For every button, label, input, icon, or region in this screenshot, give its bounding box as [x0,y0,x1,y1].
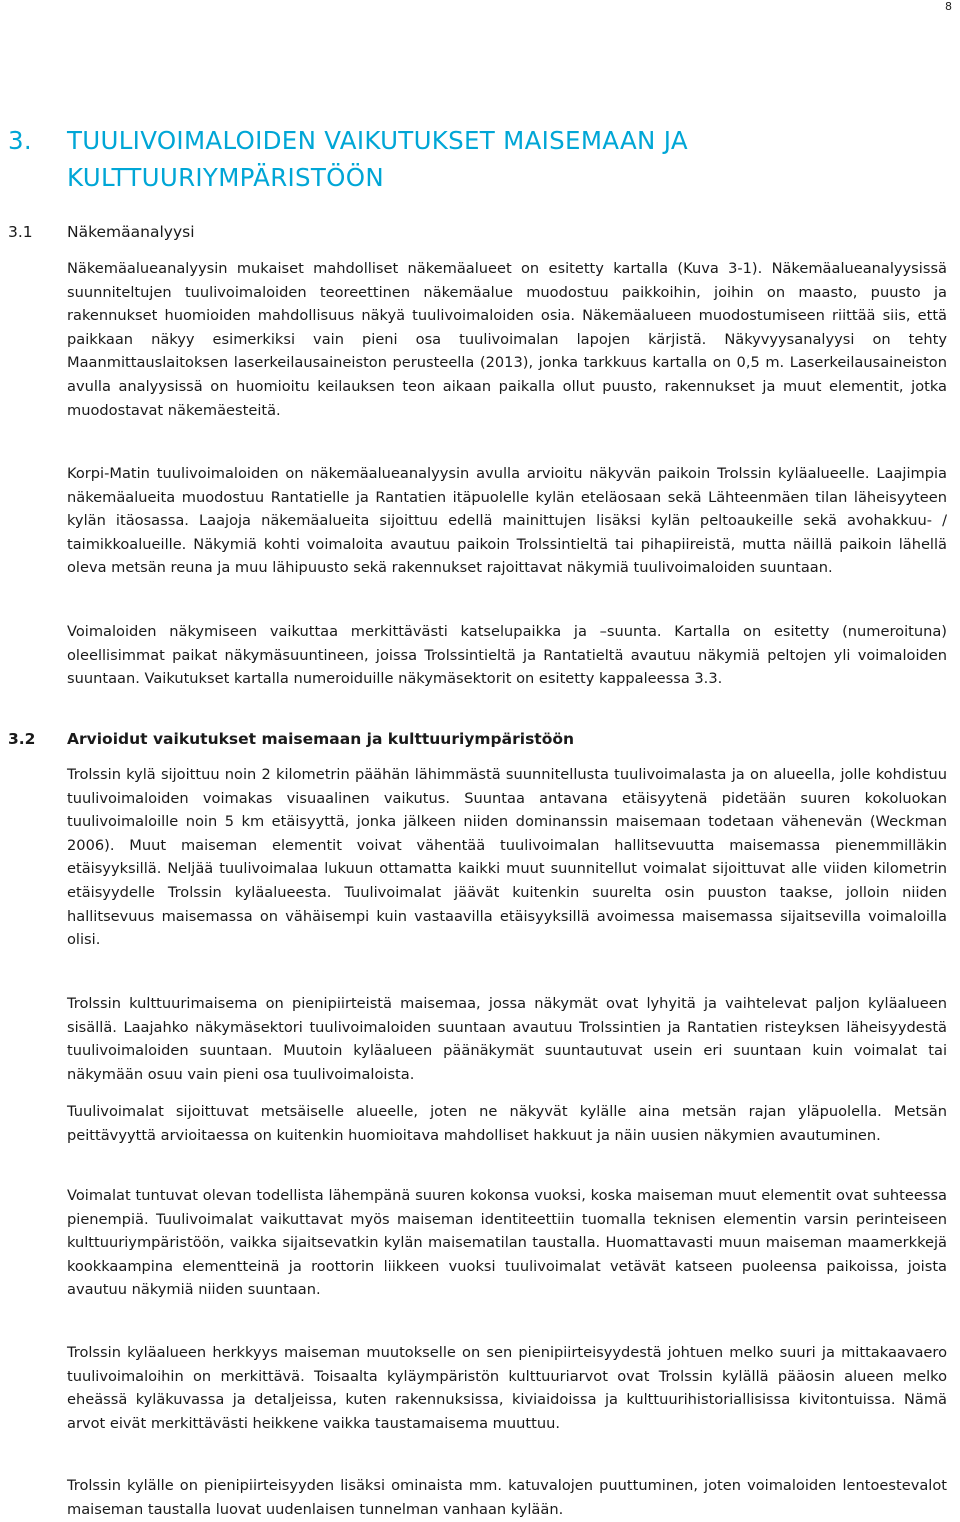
section-title: Näkemäanalyysi [67,223,195,241]
paragraph-text: Näkemäalueanalyysin mukaiset mahdolliset näkemäalueet on esitetty kartalla (Kuva 3-1). Näkemäalueanalyysissä suunniteltujen tuulivoimaloiden teoreettinen näkemäalue muodostuu paikkoihin, joihin on maasto, puusto ja rakennukset huomioiden mahdollisuus näkyä tuulivoimaloiden osia. Näkemäalueen muodostumiseen riittää siis, että paikkaan näkyy esimerkiksi vain pieni osa tuulivoimalan lapojen kärjistä. Näkyvyysanalyysi on tehty Maanmittauslaitoksen laserkeilausaineiston perusteella (2013), jonka tarkkuus kartalla on 0,5 m. Laserkeilausaineiston avulla analyysissä on huomioitu keilauksen teon aikaan paikalla ollut puusto, rakennukset ja muut elementit, jotka muodostavat näkemäesteitä. [67,260,947,419]
paragraph [67,1474,947,1521]
paragraph [67,992,947,1086]
paragraph-text: Tuulivoimalat sijoittuvat metsäiselle alueelle, joten ne näkyvät kylälle aina metsän rajan yläpuolella. Metsän peittävyyttä arvioitaessa on kuitenkin huomioitava mahdolliset hakkuut ja näin uusien näkymien avautuminen. [67,1103,947,1144]
paragraph-text: Voimaloiden näkymiseen vaikuttaa merkittävästi katselupaikka ja –suunta. Kartalla on esitetty (numeroituna) oleellisimmat paikat näkymäsuuntineen, joissa Trolssintieltä ja Rantatieltä avautuu näkymiä peltojen yli voimaloiden suuntaan. Vaikutukset kartalla numeroiduille näkymäsektorit on esitetty kappaleessa 3.3. [67,623,947,688]
paragraph [67,763,947,952]
paragraph-text: Trolssin kylä sijoittuu noin 2 kilometrin päähän lähimmästä suunnitellusta tuulivoimalasta ja on alueella, jolle kohdistuu tuulivoimaloiden voimakas visuaalinen vaikutus. Suuntaa antavana etäisyytenä pidetään suuren kokoluokan tuulivoimaloille noin 5 km etäisyyttä, jonka jälkeen niiden dominanssin maisemaan todetaan vähenevän (Weckman 2006). Muut maiseman elementit voivat vähentää tuulivoimalan hallitsevuutta maisemassa pienemmilläkin etäisyyksillä. Neljää tuulivoimalaa lukuun ottamatta kaikki muut suunnitellut voimalat sijoittuvat alle viiden kilometrin etäisyydelle Trolssin kyläalueesta. Tuulivoimalat jäävät kuitenkin suurelta osin puuston taakse, jolloin niiden hallitsevuus maisemassa on vähäisempi kuin vastaavilla etäisyyksillä avoimessa maisemassa sijaitsevilla voimaloilla olisi. [67,766,947,949]
paragraph [67,1100,947,1147]
section-heading-3-2 [8,728,574,750]
paragraph [67,257,947,422]
paragraph [67,1341,947,1435]
chapter-heading [8,122,948,196]
paragraph-text: Voimalat tuntuvat olevan todellista lähempänä suuren kokonsa vuoksi, koska maiseman muut elementit ovat suhteessa pienempiä. Tuulivoimalat vaikuttavat myös maiseman identiteettiin tuomalla teknisen elementin varsin perinteiseen kulttuuriympäristöön, vaikka sijaitsevatkin kylän maisematilan taustalla. Huomattavasti muun maiseman maamerkkejä kookkaampina elementteinä ja roottorin liikkeen vuoksi tuulivoimalat vetävät katseen puoleensa paikoissa, joista avautuu näkymiä niiden suuntaan. [67,1187,947,1299]
page-number: 8 [945,0,952,13]
chapter-title: TUULIVOIMALOIDEN VAIKUTUKSET MAISEMAAN JA KULTTUURIYMPÄRISTÖÖN [67,126,688,192]
paragraph-text: Trolssin kyläalueen herkkyys maiseman muutokselle on sen pienipiirteisyydestä johtuen melko suuri ja mittakaavaero tuulivoimaloihin on merkittävä. Toisaalta kyläympäristön kulttuuriarvot ovat Trolssin kylällä pääosin alueen melko eheässä kyläkuvassa ja detaljeissa, kuten rakennuksissa, kiviaidoissa ja kulttuurihistoriallisissa kivitontuissa. Nämä arvot eivät merkittävästi heikkene vaikka taustamaisema muuttuu. [67,1344,947,1432]
paragraph-text: Trolssin kulttuurimaisema on pienipiirteistä maisemaa, jossa näkymät ovat lyhyitä ja vaihtelevat paljon kyläalueen sisällä. Laajahko näkymäsektori tuulivoimaloiden suuntaan avautuu Trolssintien ja Rantatien risteyksen läheisyydestä tuulivoimaloiden suuntaan. Muutoin kyläalueen päänäkymät suuntautuvat usein eri suuntaan kuin voimalat tai näkymään osuu vain pieni osa tuulivoimaloista. [67,995,947,1083]
section-number: 3.2 [8,730,36,748]
section-number: 3.1 [8,223,33,241]
chapter-number: 3. [8,126,32,155]
paragraph [67,1184,947,1302]
paragraph [67,620,947,691]
section-heading-3-1 [8,221,195,243]
paragraph-text: Trolssin kylälle on pienipiirteisyyden lisäksi ominaista mm. katuvalojen puuttuminen, joten voimaloiden lentoestevalot maiseman taustalla luovat uudenlaisen tunnelman vanhaan kylään. [67,1477,947,1518]
paragraph-text: Korpi-Matin tuulivoimaloiden on näkemäalueanalyysin avulla arvioitu näkyvän paikoin Trolssin kyläalueelle. Laajimpia näkemäalueita muodostuu Rantatielle ja Rantatien itäpuolelle kylän eteläosaan sekä Lähteenmäen tilan läheisyyteen kylän itäosassa. Laajoja näkemäalueita sijoittuu edellä mainittujen lisäksi kylän peltoaukeille sekä avohakkuu- / taimikkoalueille. Näkymiä kohti voimaloita avautuu paikoin Trolssintieltä tai pihapiireistä, mutta näillä paikoin lähellä oleva metsän reuna ja muu lähipuusto sekä rakennukset rajoittavat näkymiä tuulivoimaloiden suuntaan. [67,465,947,577]
section-title: Arvioidut vaikutukset maisemaan ja kulttuuriympäristöön [67,730,575,748]
paragraph [67,462,947,580]
